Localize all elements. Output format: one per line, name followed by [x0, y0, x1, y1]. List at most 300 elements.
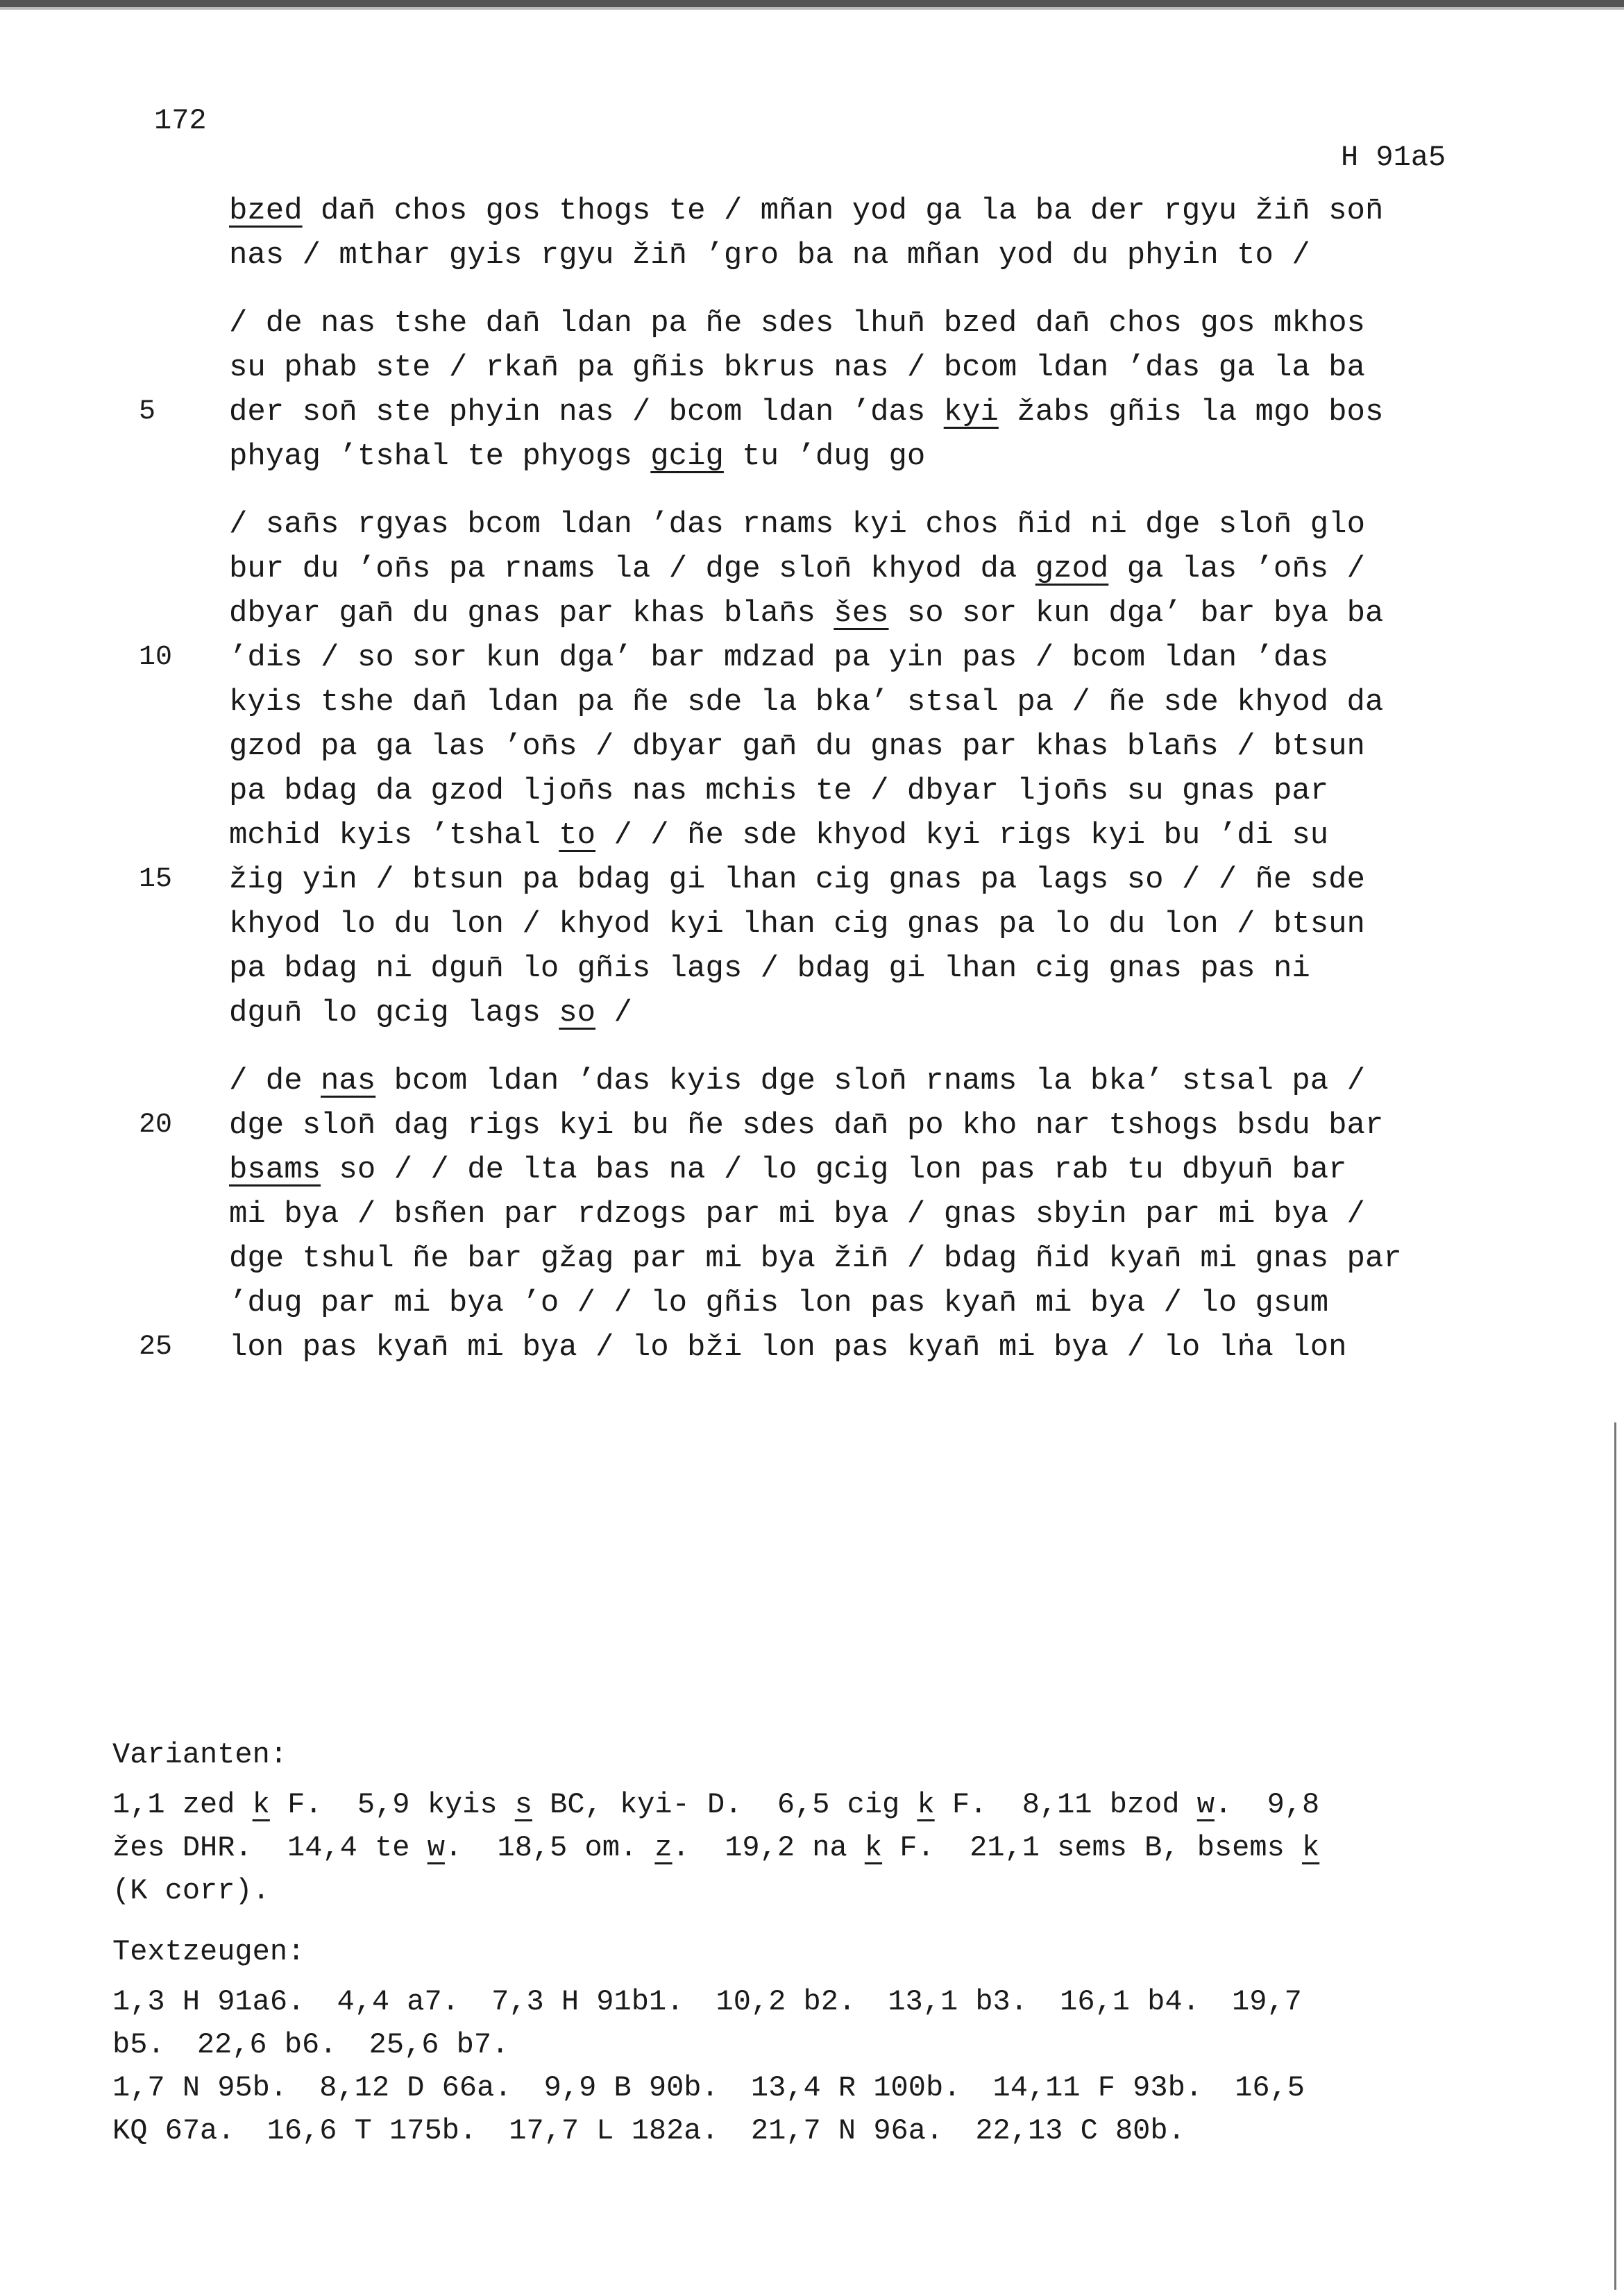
variant-line [112, 1826, 1417, 1869]
word: bsdu [1237, 1108, 1310, 1143]
word: sbyin [1035, 1197, 1127, 1232]
text-line [229, 991, 1492, 1035]
word: lhan [943, 951, 1017, 986]
word: pa [522, 862, 559, 897]
word: ba [1328, 350, 1365, 385]
witness-line [112, 2109, 1417, 2152]
word: / [632, 395, 651, 430]
word: du [1108, 907, 1146, 942]
underlined-word: gzod [1035, 552, 1109, 586]
text-line [229, 1192, 1492, 1236]
word: / [522, 907, 541, 942]
word: dbyar [229, 596, 321, 631]
witness-line [112, 2066, 1417, 2109]
word: bya [284, 1197, 339, 1232]
word: kyi [559, 1108, 614, 1143]
word: der [1090, 194, 1146, 228]
word: rgyas [357, 507, 449, 542]
word: phab [284, 350, 357, 385]
word: ’tshal [339, 439, 449, 474]
word: ni [1090, 507, 1127, 542]
word: bya [834, 1197, 889, 1232]
witness-entry: 9,9 B 90b. [543, 2071, 719, 2104]
word: ba [1035, 194, 1072, 228]
word: gñis [1108, 395, 1182, 430]
word: ñid [1035, 1241, 1090, 1276]
word: lta [522, 1153, 577, 1187]
word: bdag [943, 1241, 1017, 1276]
word: rgyu [540, 238, 614, 273]
word: la [1200, 395, 1237, 430]
word: btsun [1273, 907, 1365, 942]
text-line [229, 346, 1492, 390]
word: par [559, 596, 614, 631]
variant-text: BC, kyi- D. [532, 1788, 743, 1821]
word: dan̄ [834, 1108, 889, 1143]
word: khyod [229, 907, 321, 942]
word: mi [1218, 1197, 1255, 1232]
word: bya [1273, 1197, 1329, 1232]
word: yin [302, 862, 357, 897]
main-text [139, 189, 1492, 1393]
word: pas [834, 1330, 889, 1365]
word: la [1035, 1064, 1072, 1098]
word: mi [467, 1330, 505, 1365]
word: son̄ [302, 395, 357, 430]
word: / [595, 1330, 614, 1365]
word: / [229, 306, 248, 341]
word: gnas [906, 907, 981, 942]
word: dbyun̄ [1181, 1153, 1274, 1187]
word: bdag [797, 951, 871, 986]
word: mñan [760, 194, 834, 228]
word: slon̄ [779, 552, 852, 586]
word: da [980, 552, 1017, 586]
word: / [357, 1197, 376, 1232]
word: dan̄ [1035, 306, 1090, 341]
word: / [1346, 552, 1365, 586]
word: nas [321, 306, 376, 341]
underlined-word: bsams [229, 1153, 321, 1187]
word: nas [559, 395, 614, 430]
word: da [1346, 685, 1384, 720]
word: mi [779, 1197, 815, 1232]
word: rnams [925, 1064, 1017, 1098]
word: tu [1126, 1153, 1164, 1187]
word: mi [394, 1286, 431, 1320]
word: / [614, 996, 632, 1030]
word: mchis [705, 774, 797, 808]
word: ’o [522, 1286, 559, 1320]
word: / [302, 238, 321, 273]
variant-text: . [444, 1831, 463, 1864]
variant-text: 5,9 kyis [322, 1788, 515, 1821]
word: pa [1292, 1064, 1329, 1098]
word: lo [321, 996, 357, 1030]
word: / [1126, 1330, 1146, 1365]
word: bcom [668, 395, 743, 430]
word: / [577, 1286, 596, 1320]
paragraph [229, 189, 1492, 278]
word: lhun̄ [852, 306, 926, 341]
word: dge [760, 1064, 815, 1098]
word: dan̄ [321, 194, 376, 228]
text-line [229, 233, 1492, 278]
word: kyan̄ [906, 1330, 981, 1365]
text-line [229, 591, 1492, 636]
word: gcig [375, 996, 449, 1030]
word: gñis [705, 1286, 779, 1320]
variant-text: F. [934, 1788, 988, 1821]
word: dga’ [559, 640, 632, 675]
word: / [1035, 640, 1054, 675]
word: lon [797, 1286, 852, 1320]
word: tshe [321, 685, 394, 720]
word: / [614, 818, 632, 853]
word: ’di [1218, 818, 1274, 853]
witness-entry: 25,6 b7. [369, 2028, 509, 2061]
underlined-word: so [559, 996, 596, 1030]
word: de [265, 1064, 303, 1098]
word: kun [1035, 596, 1090, 631]
varianten-list [112, 1783, 1417, 1912]
word: / [1237, 907, 1255, 942]
word: / [906, 350, 926, 385]
word: kyi [852, 507, 907, 542]
word: sdes [760, 306, 834, 341]
word: na [852, 238, 889, 273]
witness-entry: 13,1 b3. [888, 1985, 1028, 2018]
word: kyi [925, 818, 981, 853]
word: bdag [284, 774, 357, 808]
word: dbyar [906, 774, 999, 808]
word: bos [1328, 395, 1384, 430]
text-line [229, 1059, 1492, 1103]
word: / [595, 729, 614, 764]
word: / [394, 1153, 413, 1187]
word: mchid [229, 818, 321, 853]
word: bar [1200, 596, 1255, 631]
line-number: 15 [139, 864, 173, 895]
word: bcom [943, 350, 1017, 385]
word: la [760, 685, 797, 720]
word: lo [339, 907, 376, 942]
word: gan̄ [742, 729, 797, 764]
word: bu [1163, 818, 1201, 853]
scan-top-edge [0, 0, 1624, 12]
word: pa [998, 907, 1035, 942]
siglum: k [917, 1788, 935, 1821]
underlined-word: gcig [650, 439, 724, 474]
word: bzed [943, 306, 1017, 341]
word: lo [650, 1286, 688, 1320]
word: lo [1200, 1286, 1237, 1320]
underlined-word: nas [321, 1064, 376, 1098]
word: / [1346, 1064, 1365, 1098]
word: nas [632, 774, 688, 808]
textzeugen-heading: Textzeugen: [112, 1935, 305, 1968]
line-number: 20 [139, 1109, 173, 1141]
underlined-word: to [559, 818, 596, 853]
word: par [1346, 1241, 1402, 1276]
word: bar [467, 1241, 523, 1276]
word: kyis [668, 1064, 743, 1098]
word: po [906, 1108, 944, 1143]
word: san̄s [265, 507, 339, 542]
word: mi [998, 1330, 1035, 1365]
word: la [980, 194, 1017, 228]
witness-entry: 16,6 T 175b. [267, 2114, 477, 2148]
word: stsal [906, 685, 999, 720]
word: / [321, 640, 339, 675]
word: / [668, 552, 688, 586]
word: dan̄ [412, 685, 468, 720]
word: sde [1163, 685, 1219, 720]
word: mi [705, 1241, 743, 1276]
word: dge [705, 552, 761, 586]
word: la [1273, 350, 1310, 385]
word: rigs [467, 1108, 541, 1143]
word: pa [577, 685, 614, 720]
word: pas [1200, 951, 1255, 986]
word: lon [1163, 907, 1219, 942]
word: par [504, 1197, 559, 1232]
word: dag [394, 1108, 449, 1143]
word: gcig [815, 1153, 889, 1187]
word: lon [1292, 1330, 1347, 1365]
word: ste [375, 350, 431, 385]
word: so [339, 1153, 376, 1187]
word: da [375, 774, 413, 808]
word: cig [815, 862, 871, 897]
word: lo [1163, 1330, 1201, 1365]
word: cig [834, 907, 889, 942]
word: pas [870, 1286, 926, 1320]
word: mi [229, 1197, 266, 1232]
word: sde [687, 685, 743, 720]
word: gos [485, 194, 541, 228]
word: pa [577, 350, 614, 385]
witness-entry: 17,7 L 182a. [509, 2114, 719, 2148]
text-line [229, 434, 1492, 479]
word: to [1237, 238, 1274, 273]
word: ’dis [229, 640, 303, 675]
variant-text: žes DHR. [112, 1831, 253, 1864]
word: ldan [559, 507, 632, 542]
text-line [229, 1148, 1492, 1192]
word: mi [1200, 1241, 1237, 1276]
text-line [229, 547, 1492, 591]
word: ljon̄s [522, 774, 614, 808]
word: pa [448, 552, 486, 586]
word: du [394, 907, 431, 942]
text-line [229, 1236, 1492, 1281]
siglum: k [1302, 1831, 1320, 1864]
word: ’tshal [430, 818, 541, 853]
word: la [614, 552, 651, 586]
siglum: w [427, 1831, 445, 1864]
word: dgun̄ [430, 951, 505, 986]
word: rgyu [1163, 194, 1237, 228]
word: mñan [906, 238, 981, 273]
word: / [430, 1153, 449, 1187]
word: slon̄ [1218, 507, 1292, 542]
word: mdzad [723, 640, 815, 675]
word: su [1292, 818, 1329, 853]
word: tshogs [1108, 1108, 1219, 1143]
word: so [357, 640, 394, 675]
word: pas [980, 1153, 1035, 1187]
word: rnams [504, 552, 596, 586]
witness-entry: 19,7 [1231, 1985, 1302, 2018]
text-line [229, 301, 1492, 346]
word: kyis [339, 818, 413, 853]
word: / [870, 774, 889, 808]
word: kyan̄ [1108, 1241, 1182, 1276]
word: ldan [485, 685, 559, 720]
word: chos [1108, 306, 1182, 341]
line-number: 10 [139, 642, 173, 673]
word: bya [1090, 1286, 1146, 1320]
word: du [412, 596, 449, 631]
variant-text: . [1214, 1788, 1233, 1821]
witness-entry: 1,7 N 95b. [112, 2071, 288, 2104]
word: pas [962, 640, 1017, 675]
word: ldan [760, 395, 834, 430]
word: bu [632, 1108, 669, 1143]
word: ga [1126, 552, 1164, 586]
word: gi [888, 951, 926, 986]
word: ñe [1108, 685, 1146, 720]
word: rdzogs [577, 1197, 688, 1232]
witness-entry: 16,1 b4. [1060, 1985, 1200, 2018]
word: lon [448, 907, 505, 942]
word: gnas [467, 596, 541, 631]
word: gos [1200, 306, 1255, 341]
word: gzod [430, 774, 505, 808]
witness-entry: 21,7 N 96a. [750, 2114, 944, 2148]
word: te [467, 439, 505, 474]
text-line [139, 1103, 1492, 1148]
word: kun [485, 640, 541, 675]
word: ba [1346, 596, 1384, 631]
witness-entry: KQ 67a. [112, 2114, 235, 2148]
variant-text: F. [269, 1788, 323, 1821]
word: bya [1054, 1330, 1109, 1365]
variant-text: 8,11 bzod [987, 1788, 1197, 1821]
word: pa [834, 640, 871, 675]
word: mkhos [1273, 306, 1365, 341]
word: su [229, 350, 266, 385]
word: gi [668, 862, 706, 897]
word: chos [394, 194, 468, 228]
word: bar [650, 640, 706, 675]
witness-entry: 14,11 F 93b. [992, 2071, 1203, 2104]
word: ldan [1035, 350, 1109, 385]
word: de [265, 306, 303, 341]
word: bka’ [815, 685, 889, 720]
word: ñe [632, 685, 669, 720]
word: bya [1273, 596, 1329, 631]
word: tshe [394, 306, 468, 341]
page-number: 172 [154, 104, 207, 137]
word: te [668, 194, 706, 228]
underlined-word: šes [834, 596, 889, 631]
witness-line [112, 1980, 1417, 2023]
witness-entry: b5. [112, 2028, 165, 2061]
variant-text: 6,5 cig [742, 1788, 917, 1821]
word: mi [1035, 1286, 1072, 1320]
word: khyod [559, 907, 651, 942]
word: ga [375, 729, 413, 764]
word: dgun̄ [229, 996, 303, 1030]
word: bdag [577, 862, 651, 897]
siglum: s [514, 1788, 532, 1821]
word: sor [962, 596, 1017, 631]
critical-apparatus [112, 1733, 1417, 2152]
word: go [888, 439, 926, 474]
word: bkrus [723, 350, 815, 385]
word: ldan [485, 1064, 559, 1098]
word: khyod [815, 818, 907, 853]
word: žin̄ [1255, 194, 1310, 228]
text-line [139, 858, 1492, 902]
word: rigs [998, 818, 1072, 853]
word: nas [834, 350, 889, 385]
witness-entry: 22,13 C 80b. [975, 2114, 1185, 2148]
word: bka’ [1090, 1064, 1164, 1098]
word: du [302, 552, 339, 586]
word: ’on̄s [1255, 552, 1329, 586]
word: / [1072, 685, 1090, 720]
word: bya [522, 1330, 577, 1365]
word: na [668, 1153, 706, 1187]
witness-entry: 16,5 [1235, 2071, 1305, 2104]
word: gñis [632, 350, 706, 385]
word: gsum [1255, 1286, 1329, 1320]
word: bas [595, 1153, 651, 1187]
variant-text: 14,4 te [252, 1831, 428, 1864]
word: ’das [1126, 350, 1201, 385]
word: su [1126, 774, 1164, 808]
word: lags [1035, 862, 1109, 897]
word: lhan [723, 862, 797, 897]
word: der [229, 395, 285, 430]
word: ñe [705, 306, 743, 341]
word: yod [998, 238, 1054, 273]
word: žin̄ [632, 238, 688, 273]
word: rkan̄ [485, 350, 559, 385]
variant-text: 19,2 na [689, 1831, 865, 1864]
word: / [723, 194, 743, 228]
word: / [650, 818, 669, 853]
variant-text: 9,8 [1232, 1788, 1320, 1821]
siglum: z [654, 1831, 673, 1864]
word: bcom [1072, 640, 1146, 675]
variant-text: (K corr). [112, 1874, 270, 1907]
word: / [906, 1241, 926, 1276]
word: dan̄ [485, 306, 541, 341]
word: slon̄ [302, 1108, 376, 1143]
word: bur [229, 552, 285, 586]
word: lags [467, 996, 541, 1030]
word: bya [760, 1241, 815, 1276]
text-line [229, 724, 1492, 769]
word: du [1072, 238, 1109, 273]
word: par [632, 1241, 688, 1276]
word: / [614, 1286, 632, 1320]
word: yod [852, 194, 907, 228]
